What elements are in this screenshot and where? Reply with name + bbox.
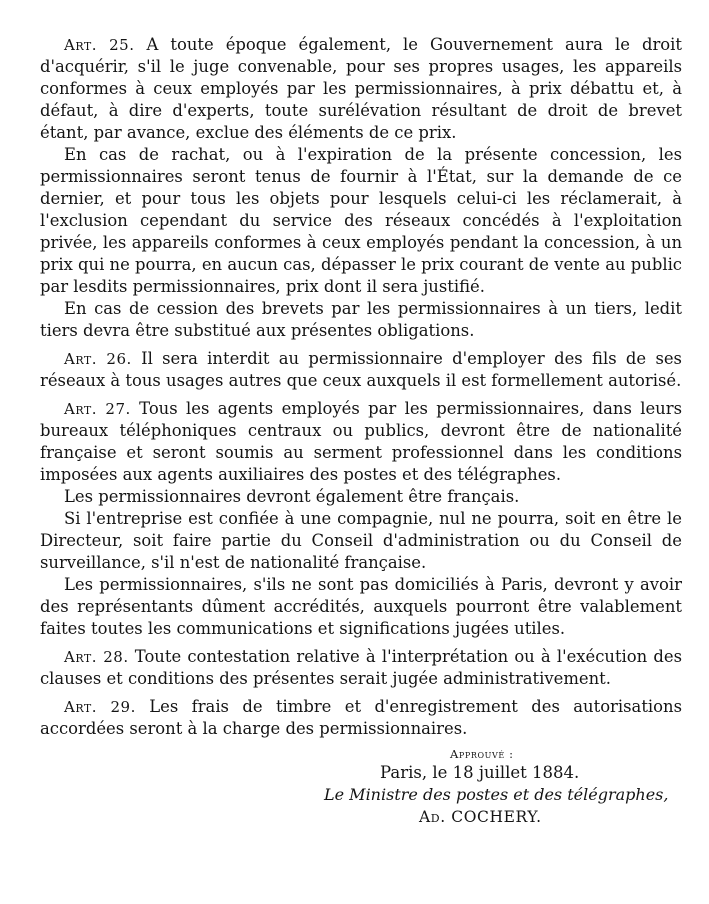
signature xyxy=(419,806,682,828)
paragraph-text: En cas de cession des brevets par les permissionnaires à un tiers, ledit tiers devra être substitué aux présentes obligations. xyxy=(40,299,682,340)
signature-name: COCHERY. xyxy=(451,808,542,826)
paragraph-text: En cas de rachat, ou à l'expiration de la présente concession, les permissionnaires seront tenus de fournir à l'État, sur la demande de ce dernier, et pour tous les objets pour lesquels celui-ci les réclamerait, à l'exclusion cependant du service des réseaux concédés à l'exploitation privée, les appareils conformes à ceux employés pendant la concession, à un prix qui ne pourra, en aucun cas, dépasser le prix courant de vente au public par lesdits permissionnaires, prix dont il sera justifié. xyxy=(40,145,682,296)
article-label: Art. 29. xyxy=(64,698,136,716)
minister-title: Le Ministre des postes et des télégraphes, xyxy=(324,785,669,804)
paragraph-rachat xyxy=(40,144,682,298)
article-label: Art. 27. xyxy=(64,400,131,418)
place-date: Paris, le 18 juillet 1884. xyxy=(380,763,580,782)
article-label: Art. 25. xyxy=(64,36,135,54)
article-label: Art. 26. xyxy=(64,350,132,368)
article-text: Tous les agents employés par les permissionnaires, dans leurs bureaux téléphoniques centraux ou publics, devront être de nationalité française et seront soumis au serment professionnel dans les conditions imposées aux agents auxiliaires des postes et des télégraphes. xyxy=(40,399,682,484)
article-text: A toute époque également, le Gouvernement aura le droit d'acquérir, s'il le juge convenable, pour ses propres usages, les appareils conformes à ceux employés par les permissionnaires, à prix débattu et, à défaut, à dire d'experts, toute surélévation résultant de droit de brevet étant, par avance, exclue des éléments de ce prix. xyxy=(40,35,682,142)
paragraph-cession xyxy=(40,298,682,342)
article-27 xyxy=(40,398,682,486)
paragraph-text: Les permissionnaires devront également être français. xyxy=(64,487,520,506)
approval-block xyxy=(40,746,682,828)
article-29 xyxy=(40,696,682,740)
article-25 xyxy=(40,34,682,144)
paragraph-domicile xyxy=(40,574,682,640)
signature-initial: Ad. xyxy=(419,808,446,826)
paragraph-francais xyxy=(40,486,682,508)
paragraph-compagnie xyxy=(40,508,682,574)
article-label: Art. 28. xyxy=(64,648,129,666)
article-text: Il sera interdit au permissionnaire d'employer des fils de ses réseaux à tous usages autres que ceux auxquels il est formellement autorisé. xyxy=(40,349,682,390)
article-text: Les frais de timbre et d'enregistrement des autorisations accordées seront à la charge des permissionnaires. xyxy=(40,697,682,738)
article-28 xyxy=(40,646,682,690)
paragraph-text: Si l'entreprise est confiée à une compagnie, nul ne pourra, soit en être le Directeur, soit faire partie du Conseil d'administration ou du Conseil de surveillance, s'il n'est de nationalité française. xyxy=(40,509,682,572)
approved-label: Approuvé : xyxy=(450,747,514,761)
paragraph-text: Les permissionnaires, s'ils ne sont pas domiciliés à Paris, devront y avoir des représentants dûment accrédités, auxquels pourront être valablement faites toutes les communications et significations jugées utiles. xyxy=(40,575,682,638)
article-26 xyxy=(40,348,682,392)
article-text: Toute contestation relative à l'interprétation ou à l'exécution des clauses et conditions des présentes serait jugée administrativement. xyxy=(40,647,682,688)
document-page xyxy=(40,34,682,828)
